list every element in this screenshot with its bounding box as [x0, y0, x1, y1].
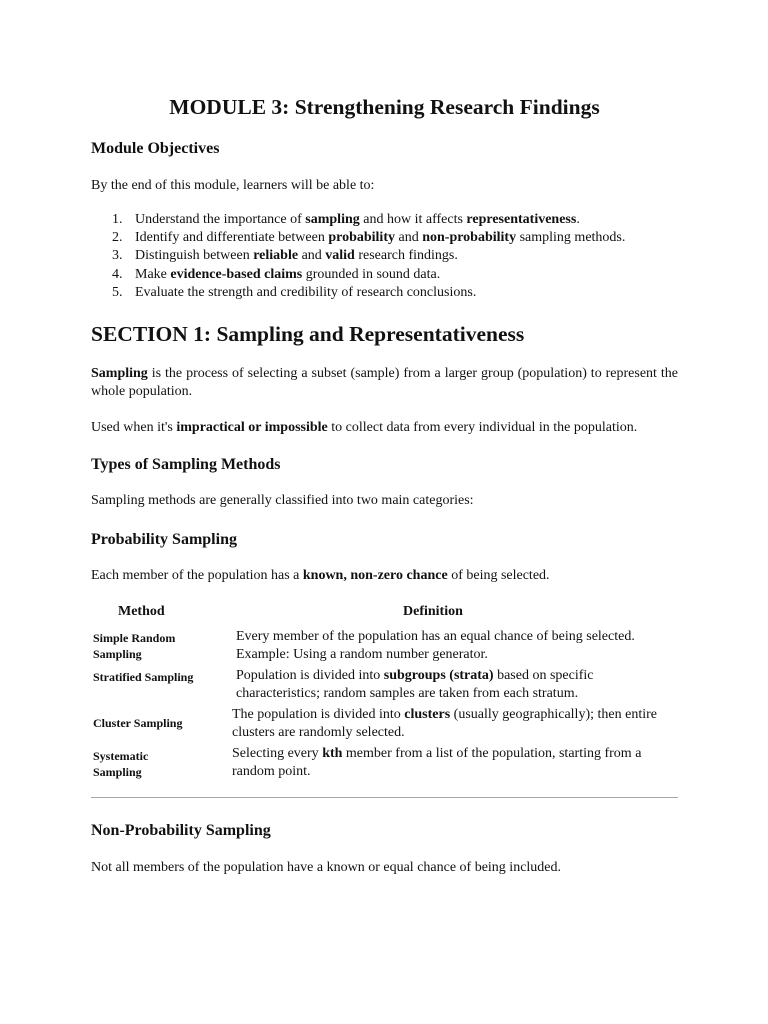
method-name: Cluster Sampling [93, 716, 183, 730]
method-name: Stratified Sampling [93, 670, 194, 684]
list-number: 4. [112, 266, 123, 282]
list-number: 5. [112, 284, 123, 300]
objective-item [91, 266, 678, 284]
objective-text: Evaluate the strength and credibility of research conclusions. [135, 284, 477, 300]
objectives-heading: Module Objectives [91, 140, 220, 157]
objective-text: Distinguish between reliable and valid research findings. [135, 248, 458, 264]
objective-text: Identify and differentiate between probability and non-probability sampling methods. [135, 230, 626, 246]
method-definition: Selecting every kth member from a list of the population, starting from a random point. [232, 746, 642, 779]
list-number: 3. [112, 248, 123, 264]
table-header-method: Method [118, 604, 165, 619]
objective-item [91, 229, 678, 247]
types-intro: Sampling methods are generally classified into two main categories: [91, 493, 474, 508]
objective-text: Understand the importance of sampling and how it affects representativeness. [135, 212, 580, 227]
method-name: Systematic Sampling [93, 749, 149, 779]
sampling-usage: Used when it's impractical or impossible to collect data from every individual in the population. [91, 420, 638, 435]
section-heading: SECTION 1: Sampling and Representativeness [91, 322, 525, 346]
objectives-list [91, 211, 678, 302]
sampling-definition: Sampling is the process of selecting a subset (sample) from a larger group (population) to represent the whole population. [91, 366, 678, 399]
non-probability-intro: Not all members of the population have a known or equal chance of being included. [91, 860, 562, 875]
objectives-intro: By the end of this module, learners will be able to: [91, 178, 375, 193]
types-heading: Types of Sampling Methods [91, 456, 281, 473]
probability-heading: Probability Sampling [91, 531, 237, 548]
objective-item [91, 211, 678, 229]
non-probability-heading: Non-Probability Sampling [91, 822, 271, 839]
objective-text: Make evidence-based claims grounded in sound data. [135, 266, 441, 282]
objective-item [91, 284, 678, 302]
table-header-definition: Definition [403, 604, 463, 619]
method-definition: The population is divided into clusters (usually geographically); then entire clusters are randomly selected. [232, 707, 657, 740]
method-definition: Every member of the population has an equal chance of being selected. Example: Using a random number generator. [236, 629, 635, 662]
probability-intro: Each member of the population has a known, non-zero chance of being selected. [91, 568, 550, 583]
list-number: 1. [112, 212, 123, 227]
objective-item [91, 247, 678, 265]
method-name: Simple Random Sampling [93, 631, 176, 661]
section-divider [91, 797, 678, 798]
method-definition: Population is divided into subgroups (strata) based on specific characteristics; random samples are taken from each stratum. [236, 668, 594, 701]
list-number: 2. [112, 230, 123, 246]
page-title: MODULE 3: Strengthening Research Findings [169, 95, 600, 119]
